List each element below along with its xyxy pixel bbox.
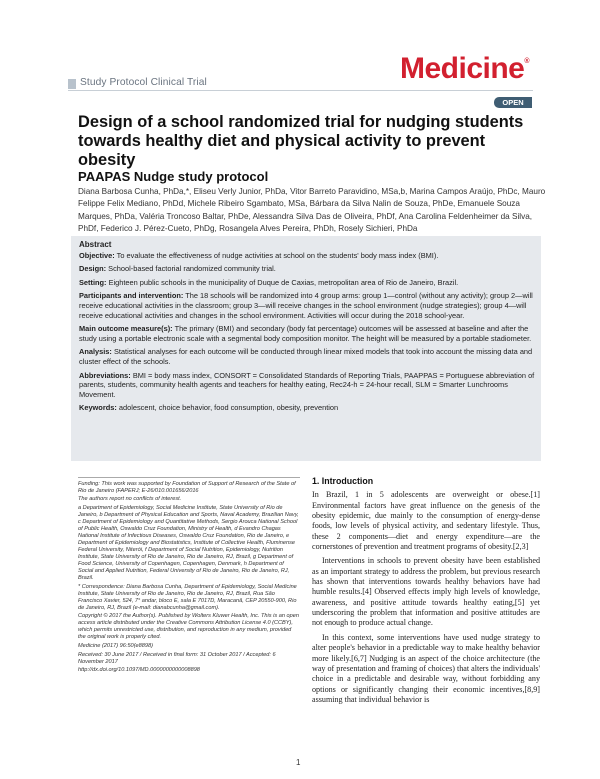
abstract-section xyxy=(79,403,537,413)
abstract-label: Analysis: xyxy=(79,347,112,357)
body-paragraph: In Brazil, 1 in 5 adolescents are overweight or obese.[1] Environmental factors have great influence on the genesis of the obesity epidemic, due mainly to the consumption of energy-dense foods, low levels of physical activity, and sedentary lifestyle. Thus, these 2 components—diet and energy expenditure—are the cornerstones of prevention and treatment programs of obesity.[2,3] xyxy=(312,490,540,552)
footnote-funding: Funding: This work was supported by Foundation of Support of Research of the State of Rio de Janeiro (FAPERJ; E-26/010.001656/2016 xyxy=(78,480,296,494)
abstract-label: Setting: xyxy=(79,277,107,287)
footnotes-column xyxy=(78,475,300,676)
body-paragraph: Interventions in schools to prevent obesity have been established as an important strategy to address the problem, but previous research has shown that interventions towards healthy behaviors have had humble results.[4] Observed effects imply high levels of knowledge, awareness, and positive attitude towards healthy eating,[5] yet underscoring the problem that information and positive attitudes are not enough to produce actual change. xyxy=(312,556,540,628)
doi-link[interactable]: http://dx.doi.org/10.1097/MD.0000000000008898 xyxy=(78,667,200,674)
abstract-section xyxy=(79,371,537,400)
body-paragraph: In this context, some interventions have used nudge strategy to alter people's behavior in a predictable way to make healthy behavior more likely.[6,7] Nudging is an aspect of the choice architecture (the way of presentation and framing of choices) that alters the individuals' choice in a predictable and desirable way, without forbidding any options or significantly changing their economic incentives,[8,9] assuming that individual behavior is xyxy=(312,632,541,704)
page-number: 1 xyxy=(296,758,301,767)
abstract-section xyxy=(79,291,537,320)
footnote-affiliations: a Department of Epidemiology, Social Medicine Institute, State University of Rio de Janeiro, b Department of Physical Education and Sports, Naval Academy, Brazilian Navy, c Department of Epidemiology and Quantitative Methods, Sergio Arouca National School of Public Health, Oswaldo Cruz Foundation, Ministry of Health, d Evandro Chagas National Institute of Infectious Diseases, Oswaldo Cruz Foundation, Rio de Janeiro, e Department of Epidemiology and Biostatistics, Institute of Collective Health, Fluminense Federal University, Niterói, f Department of Social Nutrition, Epidemiology, Nutrition Institute, State University of Rio de Janeiro, Rio de Janeiro, RJ, Brazil, g Department of Food Science, University of Copenhagen, Copenhagen, Denmark, h Department of Social and Applied Nutrition, Federal University of Rio de Janeiro, Rio de Janeiro, RJ, Brazil. xyxy=(78,504,299,582)
trademark-mark: ® xyxy=(524,58,530,65)
abstract-text: The primary (BMI) and secondary (body fat percentage) outcomes will be assessed at baseline and after the study using a portable electronic scale with a segmental body composition monitor. The height will be measured by a portable stadiometer. xyxy=(79,324,532,343)
article-title: Design of a school randomized trial for nudging students towards healthy diet and physical activity to prevent obesity xyxy=(78,113,524,169)
article-type-label: Study Protocol Clinical Trial xyxy=(80,77,207,88)
author-list: Diana Barbosa Cunha, PhDa,*, Eliseu Verly Junior, PhDa, Vitor Barreto Paravidino, MSa,b, Marina Campos Araújo, PhDc, Mauro Felippe Felix Mediano, PhDd, Michele Ribeiro Sgambato, MSa, Bárbara da Silva Nalin de Souza, PhDe, Emanuele Souza Marques, PhDa, Valéria Troncoso Baltar, PhDe, Alessandra Silva Das de Oliveira, PhDf, Ana Carolina Feldenheimer da Silva, PhDf, Federico J. Pérez-Cueto, PhDg, Rosangela Alves Pereira, PhDh, Rosely Sichieri, PhDa xyxy=(78,187,546,234)
section-heading: 1. Introduction xyxy=(312,476,374,486)
header-divider xyxy=(68,90,533,91)
open-access-badge: OPEN xyxy=(494,97,532,108)
abstract-section xyxy=(79,251,537,261)
abstract-box xyxy=(71,236,541,461)
abstract-text: Statistical analyses for each outcome will be conducted through linear mixed models that took into account the missing data and cluster effect of the schools. xyxy=(79,347,533,366)
abstract-label: Objective: xyxy=(79,250,115,260)
abstract-label: Abbreviations: xyxy=(79,370,131,380)
abstract-text: School-based factorial randomized community trial. xyxy=(108,264,276,274)
footnote-copyright: Copyright © 2017 the Author(s). Published by Wolters Kluwer Health, Inc. This is an open access article distributed under the Creative Commons Attribution License 4.0 (CCBY), which permits unrestricted use, distribution, and reproduction in any medium, provided the original work is properly cited. xyxy=(78,613,299,641)
abstract-section xyxy=(79,324,537,343)
abstract-text: The 18 schools will be randomized into 4 group arms: group 1—control (without any activity); group 2—will receive educational activities in the classroom; group 3—will receive changes in the school environment (nudge strategies); group 4—will receive educational activities and changes in the school environment. Activities will occur during the 2018 school-year. xyxy=(79,291,533,320)
abstract-section xyxy=(79,347,537,366)
abstract-text: BMI = body mass index, CONSORT = Consolidated Standards of Reporting Trials, PAAPPAS = Portuguese abbreviation of parents, students, community health agents and teachers for healthy eating, Rec24-h = 24-hour recall, SLM = Smarter Lunchrooms Movement. xyxy=(79,370,535,399)
abstract-label: Main outcome measure(s): xyxy=(79,324,173,334)
abstract-heading: Abstract xyxy=(79,240,112,249)
footnote-divider xyxy=(78,477,300,478)
abstract-label: Design: xyxy=(79,264,107,274)
abstract-section xyxy=(79,264,537,274)
journal-logo[interactable] xyxy=(400,52,529,86)
footnote-citation: Medicine (2017) 96:50(e8898) xyxy=(78,643,153,650)
journal-name: Medicine xyxy=(400,52,525,85)
abstract-label: Keywords: xyxy=(79,403,117,413)
footnote-correspondence: * Correspondence: Diana Barbosa Cunha, Department of Epidemiology, Social Medicine Institute, State University of Rio de Janeiro, Rio de Janeiro, RJ, Brazil, Rua São Francisco Xavier, 524, 7° andar, bloco E, sala E 7017D, Maracanã, CEP 20550-900, Rio de Janeiro, RJ, Brazil (e-mail: dianabcunha@gmail.com). xyxy=(78,583,297,611)
introduction-section xyxy=(312,476,540,709)
footnote-dates: Received: 30 June 2017 / Received in final form: 31 October 2017 / Accepted: 6 November 2017 xyxy=(78,651,276,665)
abstract-text: To evaluate the effectiveness of nudge activities at school on the students' body mass index (BMI). xyxy=(116,250,439,260)
abstract-label: Participants and intervention: xyxy=(79,291,184,301)
footnote-conflicts: The authors report no conflicts of interest. xyxy=(78,496,182,503)
abstract-section xyxy=(79,278,537,288)
abstract-text: adolescent, choice behavior, food consumption, obesity, prevention xyxy=(118,403,339,413)
header-accent-bar xyxy=(68,79,76,89)
article-subtitle: PAAPAS Nudge study protocol xyxy=(78,169,269,184)
abstract-text: Eighteen public schools in the municipality of Duque de Caxias, metropolitan area of Rio de Janeiro, Brazil. xyxy=(108,277,459,287)
